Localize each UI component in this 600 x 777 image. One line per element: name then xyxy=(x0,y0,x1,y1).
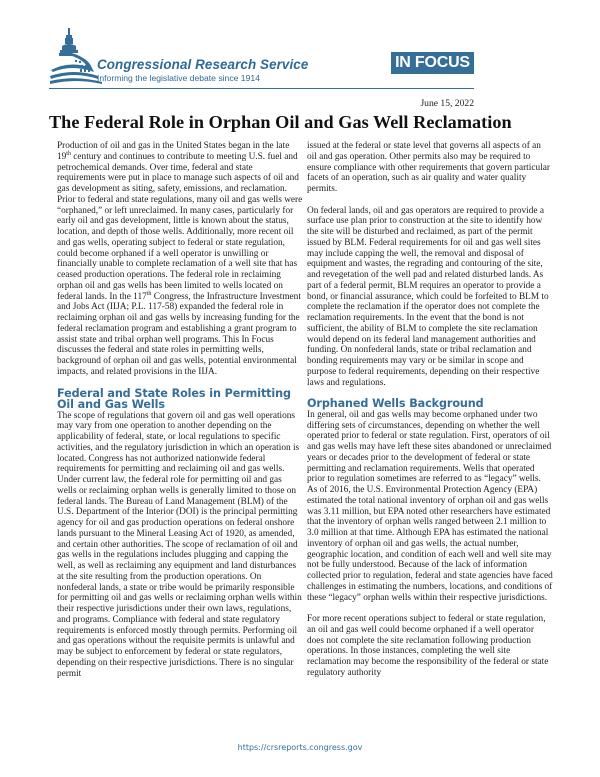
publication-date: June 15, 2022 xyxy=(420,98,474,109)
section-paragraph: For more recent operations subject to federal or state regulation, an oil and gas well could become orphaned if a well operator does not complete the site reclamation following production operations. In those instances, completing the well site reclamation may become the responsibility of the federal or state regulatory authority xyxy=(307,614,549,678)
section-paragraph: On federal lands, oil and gas operators are required to provide a surface use plan prior to construction at the site to identify how the site will be disturbed and reclaimed, as part of the permit issued by BLM. Federal requirements for oil and gas well sites may include capping the well, the removal and disposal of equipment and wastes, the regrading and contouring of the site, and revegetation of the well pad and related disturbed lands. As part of a federal permit, BLM requires an operator to provide a bond, or financial assurance, which could be forfeited to BLM to complete the reclamation if the operator does not complete the reclamation requirements. In the event that the bond is not sufficient, the ability of BLM to complete the site reclamation would depend on its federal land management authorities and funding. On nonfederal lands, state or tribal reclamation and bonding requirements may vary or be similar in scope and purpose to federal requirements, depending on their respective laws and regulations. xyxy=(307,205,549,388)
section-paragraph: In general, oil and gas wells may become orphaned under two differing sets of circumstances, depending on whether the well operated prior to federal or state regulation. First, operators of oil and gas wells may have left these sites abandoned or unreclaimed years or decades prior to the development of federal or state permitting and reclamation requirements. Wells that operated prior to regulation sometimes are referred to as “legacy” wells. As of 2016, the U.S. Environmental Protection Agency (EPA) estimated the total national inventory of orphan oil and gas wells was 3.11 million, but EPA noted other researchers have estimated that the inventory of orphan wells ranged between 2.1 million to 3.0 million at that time. Although EPA has estimated the national inventory of orphan oil and gas wells, the actual number, geographic location, and condition of each well and well site may not be fully understood. Because of the lack of information collected prior to regulation, federal and state agencies have faced challenges in estimating the numbers, locations, and conditions of these “legacy” orphan wells within their respective jurisdictions. xyxy=(307,409,553,603)
section-paragraph: The scope of regulations that govern oil and gas well operations may vary from one operation to another depending on the applicability of federal, state, or local regulations to specific activities, and the regulatory jurisdiction in which an operation is located. Congress has not authorized nationwide federal requirements for permitting and reclaiming oil and gas wells. Under current law, the federal role for permitting oil and gas wells or reclaiming orphan wells is generally limited to those on federal lands. The Bureau of Land Management (BLM) of the U.S. Department of the Interior (DOI) is the principal permitting agency for oil and gas production operations on federal onshore lands pursuant to the Mineral Leasing Act of 1920, as amended, and certain other authorities. The scope of reclamation of oil and gas wells in the regulations includes plugging and capping the well, as well as reclaiming any equipment and land disturbances at the site resulting from the production operations. On nonfederal lands, a state or tribe would be primarily responsible for permitting oil and gas wells or reclaiming orphan wells within their respective jurisdictions under their own laws, regulations, and programs. Compliance with federal and state regulatory requirements is enforced mostly through permits. Performing oil and gas operations without the requisite permits is unlawful and may be subject to enforcement by federal or state regulators, depending on their respective jurisdictions. There is no singular permit xyxy=(57,410,302,679)
right-column xyxy=(307,141,553,679)
superscript: th xyxy=(146,290,152,297)
organization-tagline: Informing the legislative debate since 1914 xyxy=(97,73,260,83)
left-column xyxy=(57,141,303,679)
intro-text-2: century and continues to contribute to meeting U.S. fuel and petrochemical demands. Over time, federal and state requirements were put in place to manage such aspects of oil and gas development as siting, safety, emissions, and reclamation. Prior to federal and state regulations, many oil and gas wells were “orphaned,” or left unreclaimed. In many cases, particularly for early oil and gas development, little is known about the status, location, and depth of those wells. Additionally, more recent oil and gas wells, operating subject to federal or state regulation, could become orphaned if a well operator is unwilling or financially unable to complete reclamation of a well site that has ceased production operations. The federal role in reclaiming orphan oil and gas wells has been limited to wells located on federal lands. In the 117 xyxy=(57,151,303,302)
intro-text-1: Production of oil and gas in the United States began in the late 19 xyxy=(57,141,290,162)
intro-text-3: Congress, the Infrastructure Investment and Jobs Act (IIJA; P.L. 117-58) expanded the federal role in reclaiming orphan oil and gas wells by increasing funding for the federal reclamation program and establishing a grant program to assist state and tribal orphan well programs. This In Focus discusses the federal and state roles in permitting wells, background of orphan oil and gas wells, potential environmental impacts, and related provisions in the IIJA. xyxy=(57,291,301,377)
organization-name: Congressional Research Service xyxy=(97,57,309,72)
header-divider xyxy=(49,88,474,89)
crs-reports-link[interactable]: https://crsreports.congress.gov xyxy=(237,743,363,752)
superscript: th xyxy=(66,150,71,157)
section-heading-permitting: Federal and State Roles in Permitting Oil and Gas Wells xyxy=(57,386,291,411)
page-title: The Federal Role in Orphan Oil and Gas Well Reclamation xyxy=(49,112,512,132)
section-paragraph-continued: issued at the federal or state level that governs all aspects of an oil and gas operation. Other permits also may be required to ensure compliance with other requirements that govern particular facets of an operation, such as air quality and water quality permits. xyxy=(307,141,550,194)
section-heading-orphaned-wells: Orphaned Wells Background xyxy=(307,397,484,411)
intro-paragraph xyxy=(57,141,303,378)
in-focus-badge: IN FOCUS xyxy=(391,52,474,74)
